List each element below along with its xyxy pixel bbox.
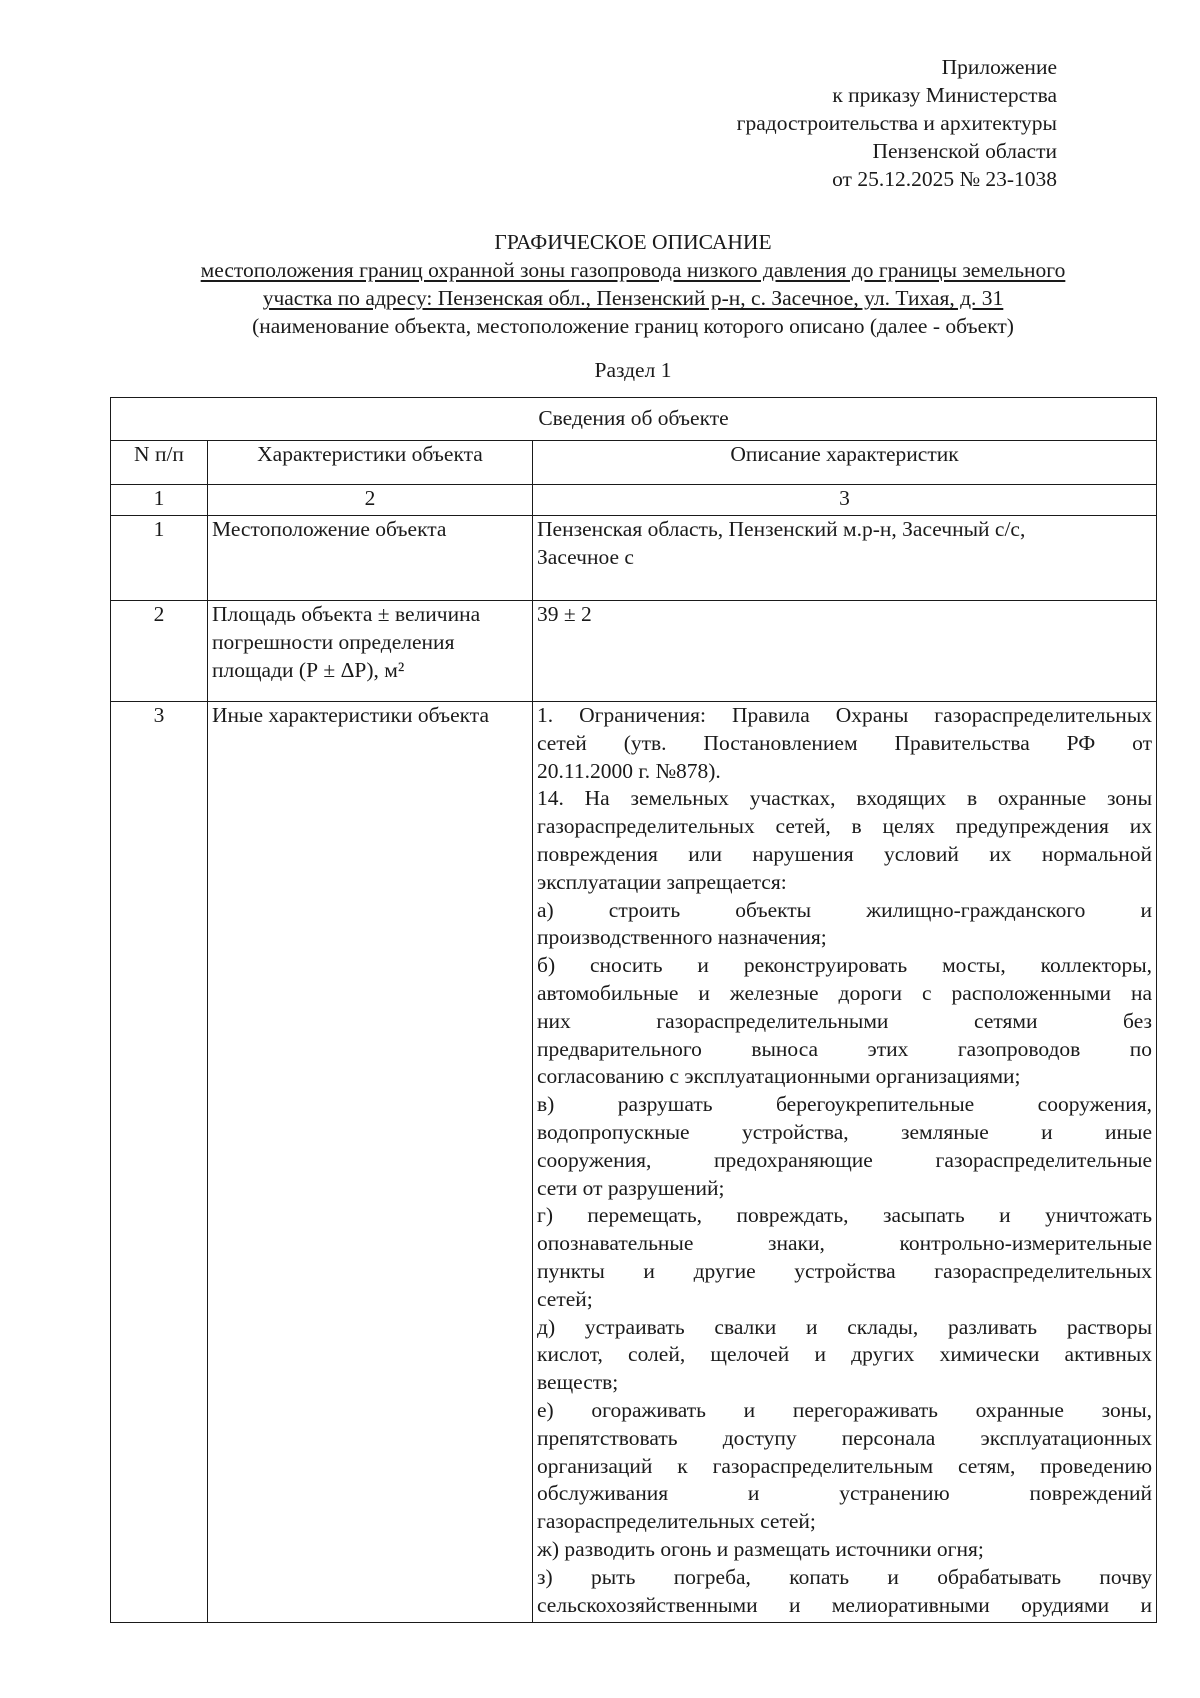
description-line: них газораспределительными сетями без — [537, 1008, 1153, 1033]
description-line: Засечное с — [537, 544, 634, 569]
table-row — [111, 601, 1157, 702]
table-caption: Сведения об объекте — [111, 398, 1157, 441]
table-row — [111, 702, 1157, 1623]
description-line: з) рыть погреба, копать и обрабатывать почву — [537, 1564, 1153, 1589]
header-line: градостроительства и архитектуры — [736, 111, 1057, 135]
row-characteristic: Местоположение объекта — [208, 516, 533, 601]
description-line: обслуживания и устранению повреждений — [537, 1481, 1153, 1506]
characteristic-line: Площадь объекта ± величина — [212, 602, 481, 626]
description-line: веществ; — [537, 1370, 619, 1395]
description-line: 14. На земельных участках, входящих в охранные зоны — [537, 786, 1153, 811]
description-line: предварительного выноса этих газопроводов по — [537, 1036, 1153, 1061]
object-name-line: участка по адресу: Пензенская обл., Пензенский р-н, с. Засечное, ул. Тихая, д. 31 — [262, 286, 1004, 310]
description-line: Пензенская область, Пензенский м.р-н, Засечный с/с, — [537, 517, 1026, 541]
description-line: 20.11.2000 г. №878). — [537, 758, 721, 783]
column-header: Характеристики объекта — [208, 441, 533, 485]
document-title: ГРАФИЧЕСКОЕ ОПИСАНИЕ — [494, 230, 772, 254]
document-header — [737, 53, 1057, 193]
column-number: 1 — [111, 485, 208, 516]
description-line: сети от разрушений; — [537, 1175, 725, 1200]
header-line: Пензенской области — [872, 139, 1057, 163]
description-line: 1. Ограничения: Правила Охраны газораспределительных — [537, 703, 1153, 727]
description-line: кислот, солей, щелочей и других химически активных — [537, 1342, 1153, 1367]
column-header: Описание характеристик — [533, 441, 1157, 485]
object-name-note: (наименование объекта, местоположение границ которого описано (далее - объект) — [252, 314, 1014, 338]
object-name-line: местоположения границ охранной зоны газопровода низкого давления до границы земельного — [200, 258, 1066, 282]
header-line: Приложение — [941, 55, 1057, 79]
row-number: 1 — [111, 516, 208, 601]
characteristic-line: площади (Р ± ΔР), м² — [212, 657, 405, 682]
row-characteristic — [208, 601, 533, 702]
description-line: пункты и другие устройства газораспределительных — [537, 1258, 1153, 1283]
description-line: газораспределительных сетей; — [537, 1509, 816, 1534]
description-line: в) разрушать берегоукрепительные сооружения, — [537, 1092, 1153, 1117]
description-line: сельскохозяйственными и мелиоративными орудиями и — [537, 1592, 1153, 1617]
description-line: автомобильные и железные дороги с расположенными на — [537, 980, 1153, 1005]
row-number: 2 — [111, 601, 208, 702]
description-line: а) строить объекты жилищно-гражданского и — [537, 897, 1153, 922]
description-line: эксплуатации запрещается: — [537, 869, 787, 894]
row-description — [533, 516, 1157, 601]
section-label: Раздел 1 — [594, 358, 672, 382]
description-line: ж) разводить огонь и размещать источники огня; — [537, 1536, 984, 1561]
column-number: 2 — [208, 485, 533, 516]
column-number: 3 — [533, 485, 1157, 516]
description-line: производственного назначения; — [537, 925, 827, 950]
characteristic-line: погрешности определения — [212, 629, 455, 654]
description-line: г) перемещать, повреждать, засыпать и уничтожать — [537, 1203, 1153, 1228]
description-line: согласованию с эксплуатационными организациями; — [537, 1064, 1021, 1089]
description-line: сетей (утв. Постановлением Правительства РФ от — [537, 730, 1153, 755]
description-line: б) сносить и реконструировать мосты, коллекторы, — [537, 953, 1153, 978]
restrictions-text — [537, 702, 1152, 1622]
description-line: сетей; — [537, 1286, 593, 1311]
row-characteristic: Иные характеристики объекта — [208, 702, 533, 1623]
description-line: повреждения или нарушения условий их нормальной — [537, 841, 1153, 866]
description-line: опознавательные знаки, контрольно-измерительные — [537, 1231, 1153, 1256]
description-line: водопропускные устройства, земляные и иные — [537, 1119, 1153, 1144]
row-number: 3 — [111, 702, 208, 1623]
table-row — [111, 516, 1157, 601]
description-line: газораспределительных сетей, в целях предупреждения их — [537, 814, 1153, 839]
description-line: д) устраивать свалки и склады, разливать растворы — [537, 1314, 1153, 1339]
column-header: N п/п — [111, 441, 208, 485]
description-line: препятствовать доступу персонала эксплуатационных — [537, 1425, 1153, 1450]
header-line: к приказу Министерства — [832, 83, 1057, 107]
row-description — [533, 702, 1157, 1623]
description-line: е) огораживать и перегораживать охранные зоны, — [537, 1397, 1153, 1422]
description-line: организаций к газораспределительным сетям, проведению — [537, 1453, 1153, 1478]
order-reference: от 25.12.2025 № 23-1038 — [832, 167, 1057, 191]
title-block — [110, 228, 1156, 340]
object-info-table — [110, 397, 1157, 1623]
description-line: 39 ± 2 — [537, 602, 592, 626]
row-description — [533, 601, 1157, 702]
description-line: сооружения, предохраняющие газораспределительные — [537, 1147, 1153, 1172]
